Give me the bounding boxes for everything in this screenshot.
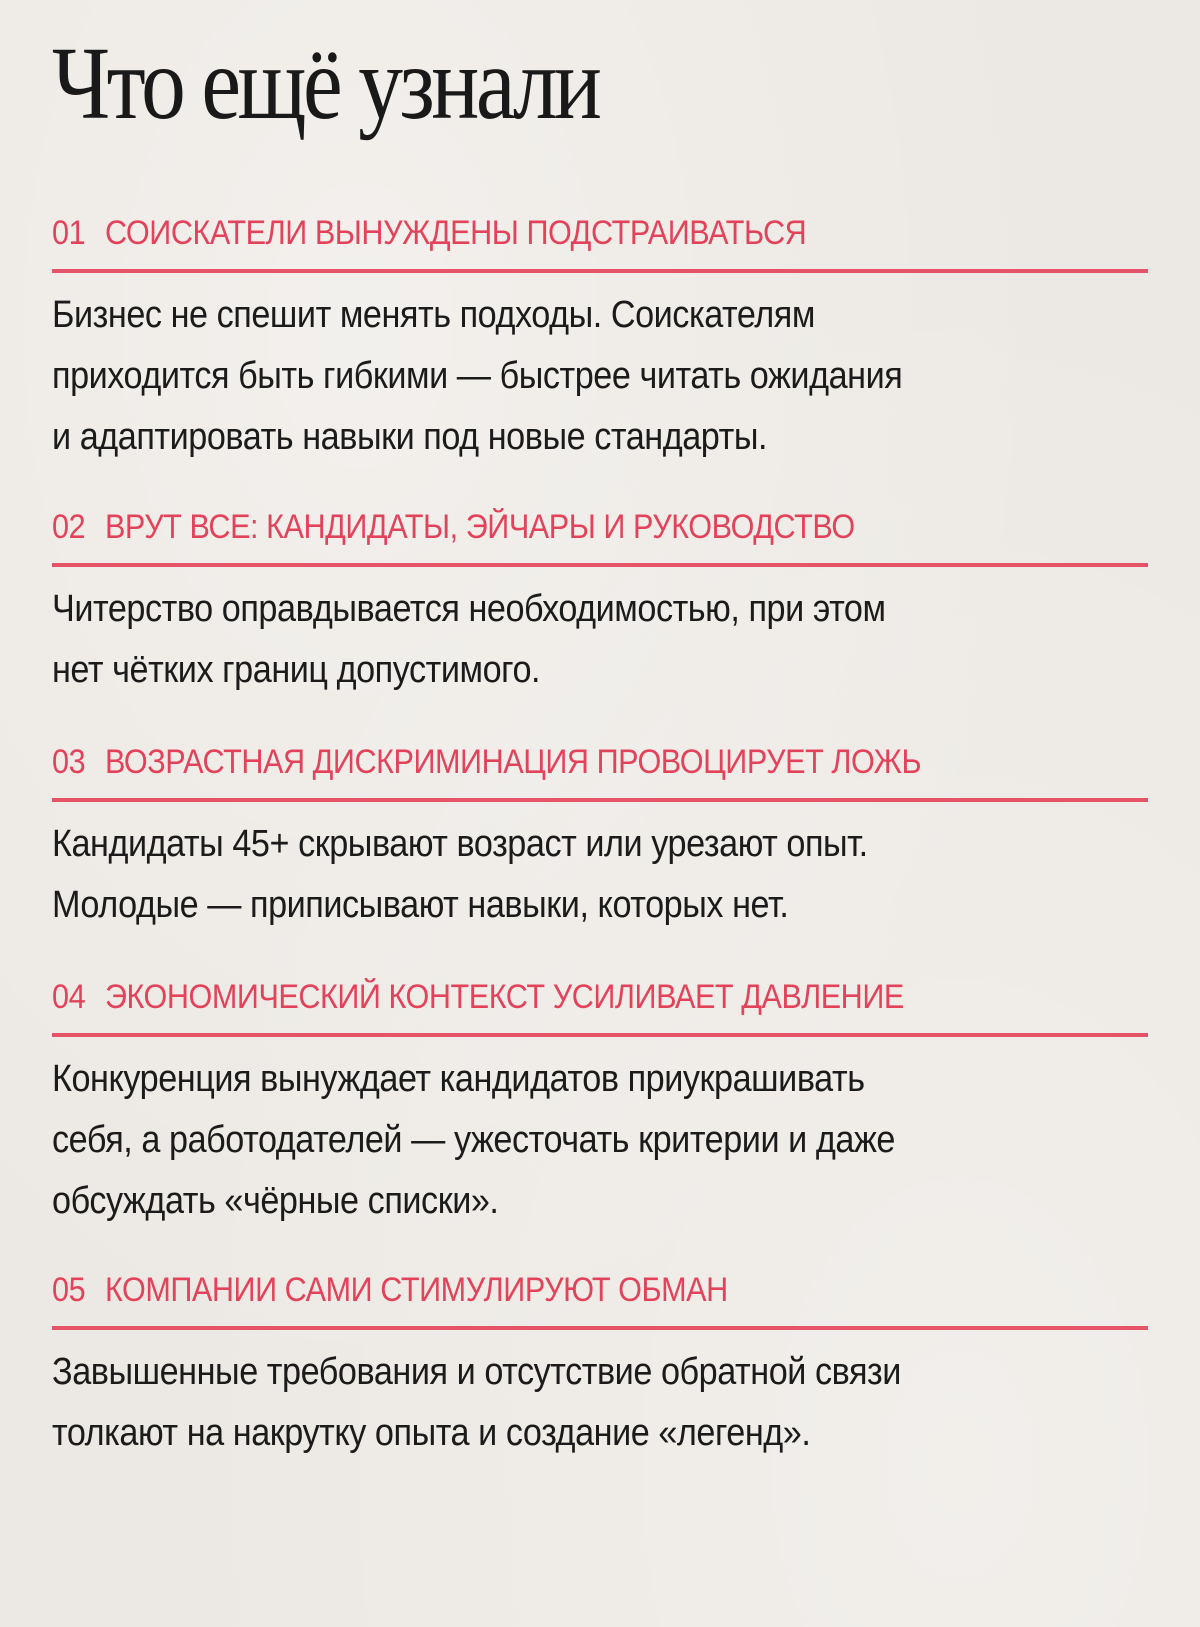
section-number: 03: [52, 743, 86, 781]
section-body: [52, 814, 1038, 936]
section-heading: [52, 1270, 1038, 1310]
body-line: Конкуренция вынуждает кандидатов приукрашивать: [52, 1058, 865, 1100]
section-body: [52, 285, 1038, 468]
body-line: Кандидаты 45+ скрывают возраст или урезают опыт.: [52, 823, 868, 865]
body-line: Молодые — приписывают навыки, которых нет.: [52, 884, 789, 926]
finding-section-02: [52, 507, 1148, 701]
body-line: нет чётких границ допустимого.: [52, 649, 541, 691]
section-body: [52, 1049, 1038, 1232]
section-divider: [52, 1033, 1148, 1037]
section-title: ВОЗРАСТНАЯ ДИСКРИМИНАЦИЯ ПРОВОЦИРУЕТ ЛОЖЬ: [104, 743, 922, 781]
page-title: Что ещё узнали: [52, 26, 599, 141]
section-heading: [52, 742, 1038, 782]
body-line: и адаптировать навыки под новые стандарты.: [52, 416, 768, 458]
finding-section-05: [52, 1270, 1148, 1464]
section-title: ЭКОНОМИЧЕСКИЙ КОНТЕКСТ УСИЛИВАЕТ ДАВЛЕНИЕ: [104, 978, 904, 1016]
body-line: Читерство оправдывается необходимостью, при этом: [52, 588, 886, 630]
section-divider: [52, 798, 1148, 802]
section-divider: [52, 1326, 1148, 1330]
section-number: 02: [52, 508, 86, 546]
section-heading: [52, 213, 1038, 253]
section-title: КОМПАНИИ САМИ СТИМУЛИРУЮТ ОБМАН: [104, 1271, 728, 1309]
section-title: ВРУТ ВСЕ: КАНДИДАТЫ, ЭЙЧАРЫ И РУКОВОДСТВО: [104, 508, 855, 546]
body-line: обсуждать «чёрные списки».: [52, 1180, 499, 1222]
section-body: [52, 579, 1038, 701]
section-number: 05: [52, 1271, 86, 1309]
body-line: Завышенные требования и отсутствие обратной связи: [52, 1351, 901, 1393]
body-line: Бизнес не спешит менять подходы. Соискателям: [52, 294, 815, 336]
finding-section-04: [52, 977, 1148, 1232]
section-divider: [52, 563, 1148, 567]
body-line: приходится быть гибкими — быстрее читать ожидания: [52, 355, 903, 397]
body-line: себя, а работодателей — ужесточать критерии и даже: [52, 1119, 895, 1161]
finding-section-03: [52, 742, 1148, 936]
section-number: 01: [52, 214, 86, 252]
body-line: толкают на накрутку опыта и создание «легенд».: [52, 1412, 811, 1454]
finding-section-01: [52, 213, 1148, 468]
section-heading: [52, 977, 1038, 1017]
section-body: [52, 1342, 1038, 1464]
section-title: СОИСКАТЕЛИ ВЫНУЖДЕНЫ ПОДСТРАИВАТЬСЯ: [104, 214, 807, 252]
section-heading: [52, 507, 1038, 547]
section-divider: [52, 269, 1148, 273]
section-number: 04: [52, 978, 86, 1016]
